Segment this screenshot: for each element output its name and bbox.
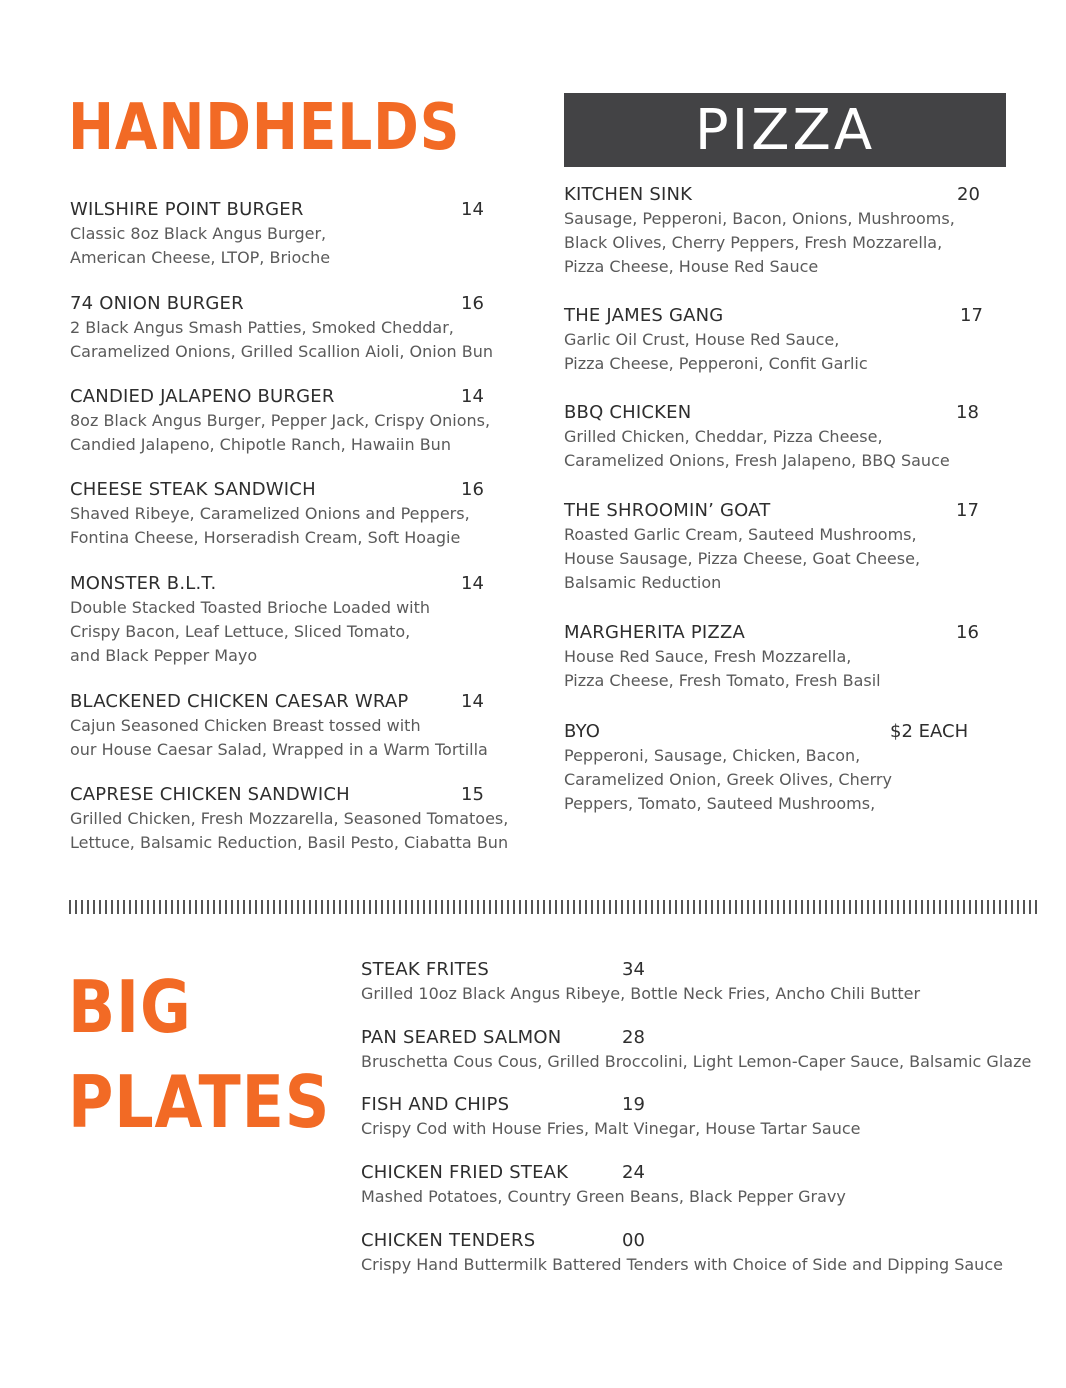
menu-item	[564, 183, 984, 279]
item-name: MARGHERITA PIZZA	[564, 622, 745, 643]
item-description: Grilled Chicken, Fresh Mozzarella, Seasoned Tomatoes, Lettuce, Balsamic Reduction, Basil Pesto, Ciabatta Bun	[70, 809, 509, 852]
item-name: STEAK FRITES	[361, 959, 489, 980]
menu-item	[70, 572, 510, 668]
item-description: Bruschetta Cous Cous, Grilled Broccolini, Light Lemon-Caper Sauce, Balsamic Glaze	[361, 1052, 1032, 1071]
item-price: 19	[622, 1094, 645, 1115]
item-name: CHICKEN TENDERS	[361, 1230, 536, 1251]
item-name: MONSTER B.L.T.	[70, 573, 217, 594]
item-price: 24	[622, 1162, 645, 1183]
menu-item	[361, 1229, 1041, 1277]
item-price: 20	[957, 184, 980, 205]
item-name: BBQ CHICKEN	[564, 402, 692, 423]
section-divider	[69, 900, 1037, 914]
item-description: House Red Sauce, Fresh Mozzarella, Pizza Cheese, Fresh Tomato, Fresh Basil	[564, 647, 881, 690]
item-price: 16	[461, 293, 484, 314]
item-description: Grilled 10oz Black Angus Ribeye, Bottle Neck Fries, Ancho Chili Butter	[361, 984, 921, 1003]
item-price: $2 EACH	[890, 721, 969, 742]
item-description: Grilled Chicken, Cheddar, Pizza Cheese, Caramelized Onions, Fresh Jalapeno, BBQ Sauce	[564, 427, 950, 470]
item-description: 8oz Black Angus Burger, Pepper Jack, Crispy Onions, Candied Jalapeno, Chipotle Ranch, Hawaiin Bun	[70, 411, 491, 454]
item-description: Garlic Oil Crust, House Red Sauce, Pizza Cheese, Pepperoni, Confit Garlic	[564, 330, 868, 373]
item-price: 16	[956, 622, 979, 643]
item-name: BYO	[564, 721, 601, 742]
item-name: CAPRESE CHICKEN SANDWICH	[70, 784, 350, 805]
big-plates-section-title	[68, 960, 330, 1150]
item-description: Cajun Seasoned Chicken Breast tossed with our House Caesar Salad, Wrapped in a Warm Tortilla	[70, 716, 488, 759]
item-description: Shaved Ribeye, Caramelized Onions and Peppers, Fontina Cheese, Horseradish Cream, Soft Hoagie	[70, 504, 470, 547]
item-price: 00	[622, 1230, 645, 1251]
item-price: 34	[622, 959, 645, 980]
menu-item	[564, 720, 984, 816]
item-description: Classic 8oz Black Angus Burger, American Cheese, LTOP, Brioche	[70, 224, 331, 267]
item-name: BLACKENED CHICKEN CAESAR WRAP	[70, 691, 409, 712]
item-description: Crispy Hand Buttermilk Battered Tenders with Choice of Side and Dipping Sauce	[361, 1255, 1003, 1274]
item-name: KITCHEN SINK	[564, 184, 693, 205]
menu-item	[361, 1026, 1051, 1074]
item-description: 2 Black Angus Smash Patties, Smoked Cheddar, Caramelized Onions, Grilled Scallion Aioli, Onion Bun	[70, 318, 493, 361]
item-name: WILSHIRE POINT BURGER	[70, 199, 304, 220]
big-plates-title-line2: PLATES	[68, 1060, 331, 1145]
item-price: 14	[461, 691, 484, 712]
menu-item	[70, 783, 515, 855]
menu-item	[564, 401, 984, 473]
item-name: CHEESE STEAK SANDWICH	[70, 479, 316, 500]
item-price: 14	[461, 386, 484, 407]
menu-item	[361, 1093, 1031, 1141]
item-name: THE JAMES GANG	[564, 305, 724, 326]
item-price: 14	[461, 573, 484, 594]
item-description: Roasted Garlic Cream, Sauteed Mushrooms, House Sausage, Pizza Cheese, Goat Cheese, Balsamic Reduction	[564, 525, 921, 592]
item-name: 74 ONION BURGER	[70, 293, 244, 314]
item-price: 28	[622, 1027, 645, 1048]
menu-item	[361, 1161, 1031, 1209]
menu-item	[361, 958, 1031, 1006]
item-description: Double Stacked Toasted Brioche Loaded with Crispy Bacon, Leaf Lettuce, Sliced Tomato, and Black Pepper Mayo	[70, 598, 431, 665]
item-price: 15	[461, 784, 484, 805]
item-name: CANDIED JALAPENO BURGER	[70, 386, 335, 407]
big-plates-title-line1: BIG	[68, 965, 192, 1049]
item-name: CHICKEN FRIED STEAK	[361, 1162, 569, 1183]
item-name: PAN SEARED SALMON	[361, 1027, 562, 1048]
menu-item	[70, 478, 510, 550]
menu-item	[70, 198, 490, 270]
item-name: THE SHROOMIN’ GOAT	[564, 500, 771, 521]
menu-item	[70, 385, 510, 457]
item-price: 16	[461, 479, 484, 500]
item-description: Mashed Potatoes, Country Green Beans, Black Pepper Gravy	[361, 1187, 846, 1206]
menu-item	[70, 690, 510, 762]
menu-item	[70, 292, 510, 364]
item-price: 17	[960, 305, 983, 326]
item-description: Pepperoni, Sausage, Chicken, Bacon, Caramelized Onion, Greek Olives, Cherry Peppers, Tomato, Sauteed Mushrooms,	[564, 746, 892, 813]
item-description: Crispy Cod with House Fries, Malt Vinegar, House Tartar Sauce	[361, 1119, 861, 1138]
menu-item	[564, 304, 984, 376]
item-name: FISH AND CHIPS	[361, 1094, 510, 1115]
pizza-section-title: PIZZA	[694, 97, 876, 163]
handhelds-section-title: HANDHELDS	[68, 91, 461, 165]
item-price: 17	[956, 500, 979, 521]
menu-item	[564, 621, 984, 693]
item-description: Sausage, Pepperoni, Bacon, Onions, Mushrooms, Black Olives, Cherry Peppers, Fresh Mozzarella, Pizza Cheese, House Red Sauce	[564, 209, 955, 276]
menu-item	[564, 499, 984, 595]
item-price: 14	[461, 199, 484, 220]
pizza-section-banner	[564, 93, 1006, 167]
item-price: 18	[956, 402, 979, 423]
